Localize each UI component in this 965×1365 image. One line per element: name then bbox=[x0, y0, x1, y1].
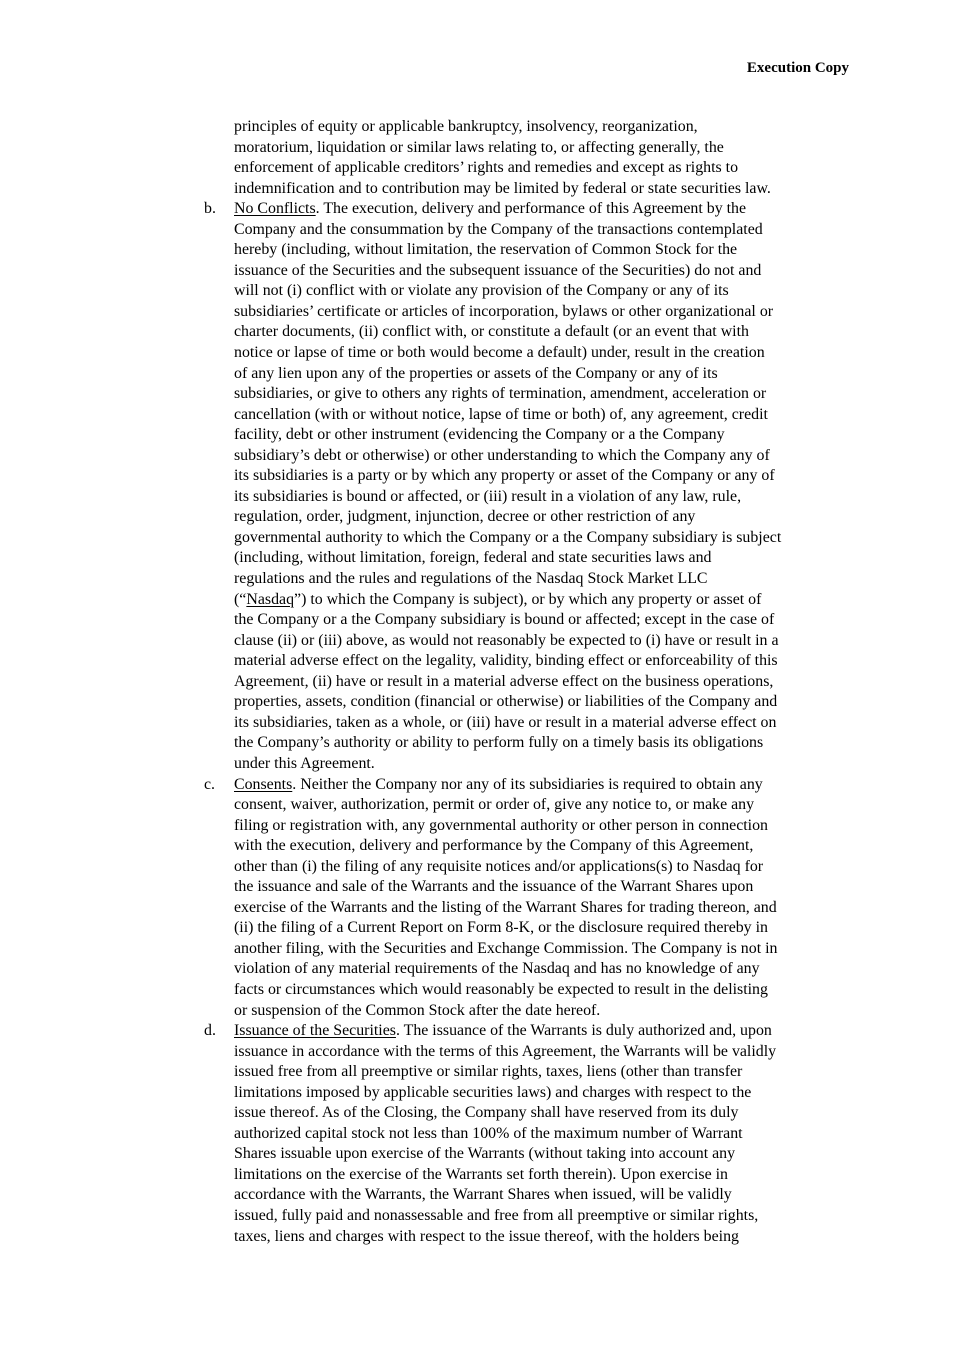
text-line: moratorium, liquidation or similar laws relating to, or affecting generally, the bbox=[234, 138, 724, 156]
text-line: with the execution, delivery and performance by the Company of this Agreement, bbox=[234, 837, 754, 855]
text-line: filing or registration with, any governmental authority or other person in connection bbox=[234, 816, 768, 834]
text-line: violation of any material requirements of the Nasdaq and has no knowledge of any bbox=[234, 960, 760, 978]
text-line: issued free from all preemptive or similar rights, taxes, liens (other than transfer bbox=[234, 1063, 743, 1081]
text-line: subsidiaries’ certificate or articles of incorporation, bylaws or other organizational or bbox=[234, 302, 774, 320]
section-marker: c. bbox=[204, 775, 216, 793]
text-line: limitations on the exercise of the Warrants set forth therein). Upon exercise in bbox=[234, 1165, 728, 1183]
text-line: cancellation (with or without notice, lapse of time or both) of, any agreement, credit bbox=[234, 405, 768, 423]
text-line: the Company or a the Company subsidiary is bound or affected; except in the case of bbox=[234, 611, 775, 629]
section-heading: Issuance of the Securities bbox=[234, 1022, 396, 1040]
text-line: under this Agreement. bbox=[234, 754, 375, 772]
text-line: regulations and the rules and regulations of the Nasdaq Stock Market LLC bbox=[234, 570, 708, 588]
text-line: subsidiaries, or give to others any rights of termination, amendment, acceleration or bbox=[234, 385, 767, 403]
text-line: issuance in accordance with the terms of this Agreement, the Warrants will be validly bbox=[234, 1042, 777, 1060]
text-line: (including, without limitation, foreign, federal and state securities laws and bbox=[234, 549, 712, 567]
text-line: Agreement, (ii) have or result in a material adverse effect on the business operations, bbox=[234, 672, 774, 690]
text-line: Company and the consummation by the Company of the transactions contemplated bbox=[234, 220, 763, 238]
text-line: regulation, order, judgment, injunction, decree or other restriction of any bbox=[234, 508, 696, 526]
text-line: properties, assets, condition (financial or otherwise) or liabilities of the Company and bbox=[234, 693, 778, 711]
text-line: facility, debt or other instrument (evidencing the Company or a the Company bbox=[234, 426, 725, 444]
text-line: charter documents, (ii) conflict with, or constitute a default (or an event that with bbox=[234, 323, 749, 341]
section-first-line-text: . The execution, delivery and performance of this Agreement by the bbox=[315, 200, 747, 218]
nasdaq-open-quote: (“ bbox=[234, 590, 247, 608]
text-line: Shares issuable upon exercise of the Warrants (without taking into account any bbox=[234, 1145, 736, 1163]
section-first-line-text: . The issuance of the Warrants is duly authorized and, upon bbox=[395, 1022, 772, 1040]
text-line: facts or circumstances which would reasonably be expected to result in the delisting bbox=[234, 980, 768, 998]
text-line: its subsidiaries is a party or by which any property or asset of the Company or any of bbox=[234, 467, 775, 485]
section-marker: b. bbox=[204, 200, 216, 218]
section-heading: Consents bbox=[234, 775, 293, 793]
section-first-line bbox=[234, 1021, 850, 1042]
text-line: will not (i) conflict with or violate any provision of the Company or any of its bbox=[234, 282, 729, 300]
text-line: limitations imposed by applicable securities laws) and charges with respect to the bbox=[234, 1083, 752, 1101]
text-line: exercise of the Warrants and the listing of the Warrant Shares for trading thereon, and bbox=[234, 898, 777, 916]
text-line: clause (ii) or (iii) above, as would not reasonably be expected to (i) have or result in a bbox=[234, 631, 779, 649]
text-line: taxes, liens and charges with respect to the issue thereof, with the holders being bbox=[234, 1227, 739, 1245]
text-line: or suspension of the Common Stock after the date hereof. bbox=[234, 1001, 601, 1019]
text-line: issuance of the Securities and the subsequent issuance of the Securities) do not and bbox=[234, 261, 762, 279]
nasdaq-defined-term: Nasdaq bbox=[246, 590, 295, 608]
text-line: (ii) the filing of a Current Report on Form 8-K, or the disclosure required thereby in bbox=[234, 919, 768, 937]
text-line: issue thereof. As of the Closing, the Company shall have reserved from its duly bbox=[234, 1104, 739, 1122]
text-line: issued, fully paid and nonassessable and free from all preemptive or similar rights, bbox=[234, 1206, 759, 1224]
text-line: its subsidiaries, taken as a whole, or (iii) have or result in a material adverse effect on bbox=[234, 713, 777, 731]
section-first-line bbox=[234, 775, 850, 796]
text-line: principles of equity or applicable bankruptcy, insolvency, reorganization, bbox=[234, 118, 698, 135]
continuation-paragraph bbox=[234, 117, 850, 199]
text-line: authorized capital stock not less than 100% of the maximum number of Warrant bbox=[234, 1124, 743, 1142]
document-body bbox=[204, 117, 850, 1247]
text-line: material adverse effect on the legality, validity, binding effect or enforceability of this bbox=[234, 652, 778, 670]
text-line: notice or lapse of time or both would become a default) under, result in the creation bbox=[234, 344, 765, 362]
text-line: enforcement of applicable creditors’ rights and remedies and except as rights to bbox=[234, 159, 739, 177]
text-line: other than (i) the filing of any requisite notices and/or applications(s) to Nasdaq for bbox=[234, 857, 764, 875]
text-line: governmental authority to which the Company or a the Company subsidiary is subject bbox=[234, 528, 782, 546]
section-heading: No Conflicts bbox=[234, 200, 316, 218]
text-line: the Company’s authority or ability to perform fully on a timely basis its obligations bbox=[234, 734, 764, 752]
text-line: the issuance and sale of the Warrants and the issuance of the Warrant Shares upon bbox=[234, 878, 754, 896]
section-c-consents bbox=[204, 775, 850, 1022]
text-line: indemnification and to contribution may be limited by federal or state securities law. bbox=[234, 179, 771, 197]
text-line: of any lien upon any of the properties or assets of the Company or any of its bbox=[234, 364, 718, 382]
text-line: another filing, with the Securities and Exchange Commission. The Company is not in bbox=[234, 939, 778, 957]
text-line: hereby (including, without limitation, the reservation of Common Stock for the bbox=[234, 241, 738, 259]
text-line: subsidiary’s debt or otherwise) or other understanding to which the Company any of bbox=[234, 446, 770, 464]
text-line: accordance with the Warrants, the Warrant Shares when issued, will be validly bbox=[234, 1186, 732, 1204]
text-line: consent, waiver, authorization, permit or order of, give any notice to, or make any bbox=[234, 796, 755, 814]
section-d-issuance-of-securities bbox=[204, 1021, 850, 1247]
document-header-label: Execution Copy bbox=[746, 60, 849, 76]
section-first-line bbox=[234, 199, 850, 220]
section-first-line-text: . Neither the Company nor any of its subsidiaries is required to obtain any bbox=[292, 775, 763, 793]
section-marker: d. bbox=[204, 1022, 216, 1040]
nasdaq-line-text: ”) to which the Company is subject), or by which any property or asset of bbox=[294, 590, 762, 608]
section-b-no-conflicts bbox=[204, 199, 850, 774]
nasdaq-definition-line bbox=[234, 590, 850, 611]
text-line: its subsidiaries is bound or affected, or (iii) result in a violation of any law, rule, bbox=[234, 487, 742, 505]
